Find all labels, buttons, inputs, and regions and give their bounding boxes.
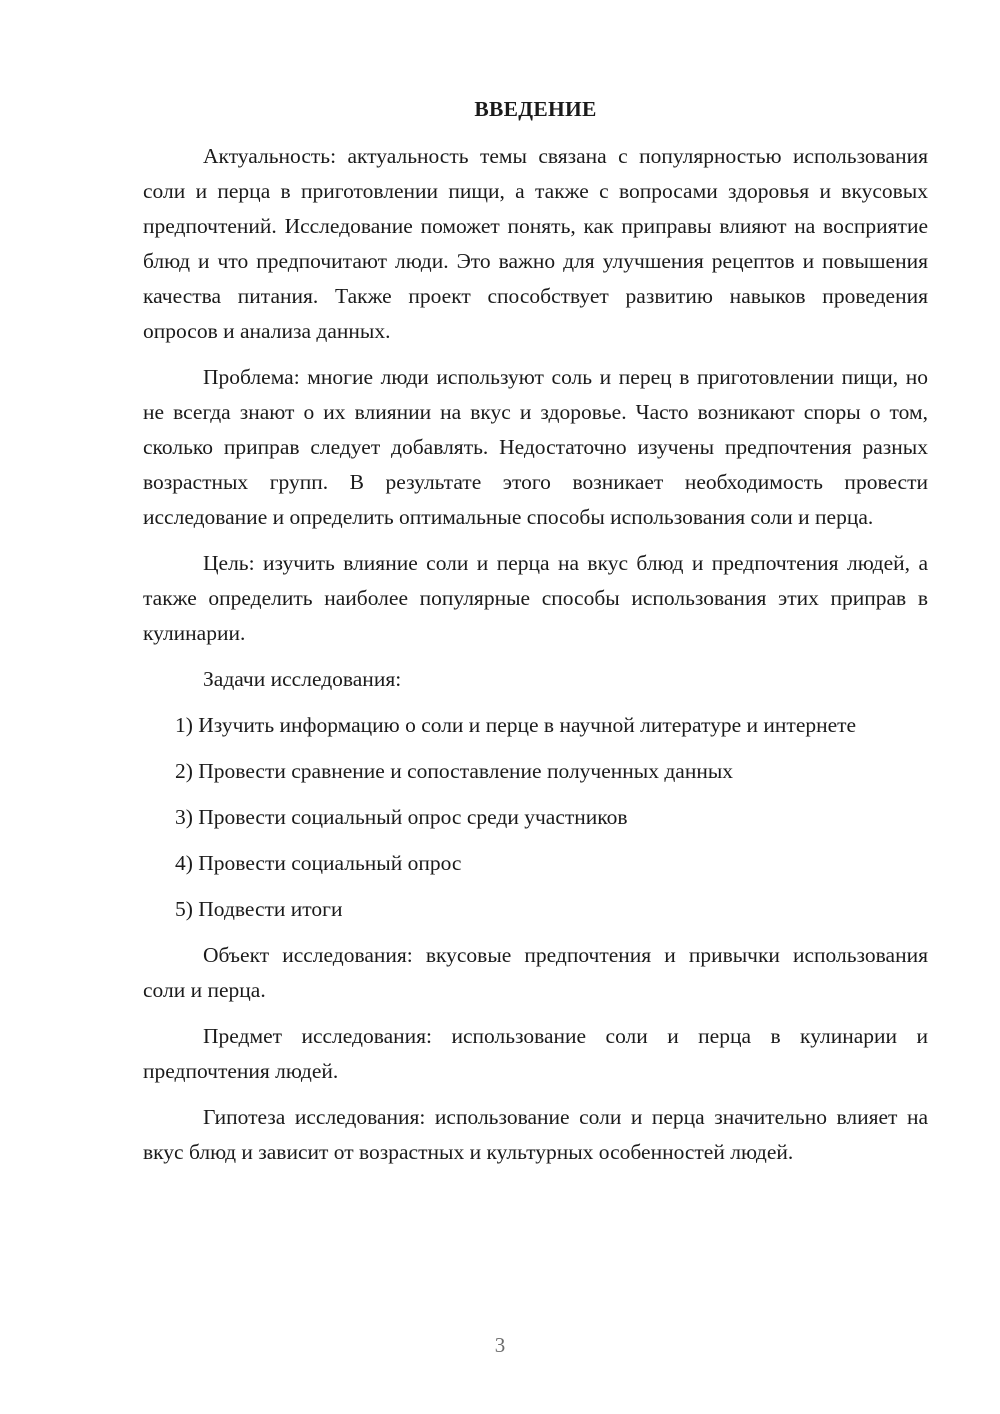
subject-paragraph: Предмет исследования: использование соли и перца в кулинарии и предпочтения людей. [143,1024,928,1083]
tasks-heading: Задачи исследования: [203,667,402,691]
list-item: 5) Подвести итоги [175,897,343,921]
document-page [143,92,928,1181]
hypothesis-paragraph: Гипотеза исследования: использование соли и перца значительно влияет на вкус блюд и зависит от возрастных и культурных особенностей людей. [143,1105,928,1164]
goal-paragraph: Цель: изучить влияние соли и перца на вкус блюд и предпочтения людей, а также определить наиболее популярные способы использования этих приправ в кулинарии. [143,551,928,645]
tasks-list [143,708,928,927]
list-item: 4) Провести социальный опрос [175,851,462,875]
relevance-paragraph: Актуальность: актуальность темы связана с популярностью использования соли и перца в приготовлении пищи, а также с вопросами здоровья и вкусовых предпочтений. Исследование поможет понять, как приправы влияют на восприятие блюд и что предпочитают люди. Это важно для улучшения рецептов и повышения качества питания. Также проект способствует развитию навыков проведения опросов и анализа данных. [143,144,928,343]
object-paragraph: Объект исследования: вкусовые предпочтения и привычки использования соли и перца. [143,943,928,1002]
page-number: 3 [494,1333,506,1357]
section-title: ВВЕДЕНИЕ [474,97,597,121]
list-item: 2) Провести сравнение и сопоставление полученных данных [175,759,734,783]
problem-paragraph: Проблема: многие люди используют соль и перец в приготовлении пищи, но не всегда знают о их влиянии на вкус и здоровье. Часто возникают споры о том, сколько приправ следует добавлять. Недостаточно изучены предпочтения разных возрастных групп. В результате этого возникает необходимость провести исследование и определить оптимальные способы использования соли и перца. [143,365,928,529]
list-item: 3) Провести социальный опрос среди участников [175,805,628,829]
list-item: 1) Изучить информацию о соли и перце в научной литературе и интернете [175,713,857,737]
